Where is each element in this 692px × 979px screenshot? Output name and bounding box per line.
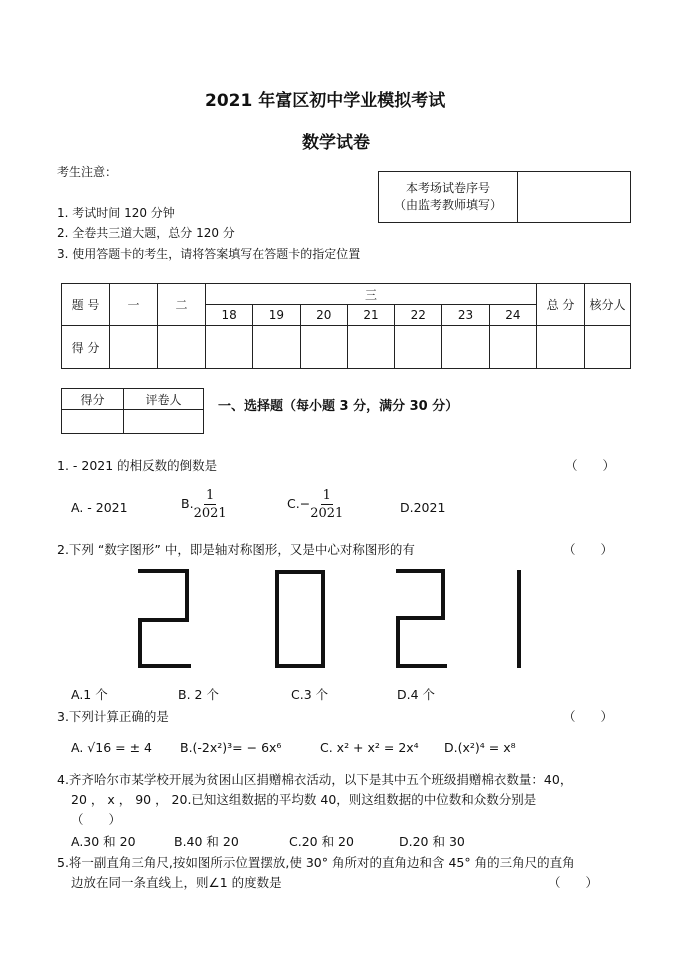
score-col-1: 一 xyxy=(110,284,158,326)
serial-label-line2: （由监考教师填写） xyxy=(393,198,502,212)
page-title: 2021 年富区初中学业模拟考试 xyxy=(205,91,446,111)
score-subcol: 20 xyxy=(300,305,347,326)
q2-answer-paren: （ ） xyxy=(563,542,614,557)
notice-item-2: 2. 全卷共三道大题，总分 120 分 xyxy=(57,226,235,240)
page-subtitle: 数学试卷 xyxy=(302,133,370,153)
score-col-3: 三 xyxy=(206,284,537,305)
q4-option-d: D.20 和 30 xyxy=(399,834,465,849)
q1-option-d: D.2021 xyxy=(400,500,446,515)
q4-option-a: A.30 和 20 xyxy=(71,834,136,849)
score-col-2: 二 xyxy=(158,284,206,326)
score-subcol: 24 xyxy=(489,305,536,326)
digit-2-figure xyxy=(140,571,189,666)
digit-0-figure xyxy=(277,572,323,666)
q4-answer-paren: （ ） xyxy=(71,812,122,827)
q1-option-c-prefix: C.− xyxy=(287,496,311,511)
q3-option-a: A. √16 = ± 4 xyxy=(71,740,152,755)
q1-option-c-den: 2021 xyxy=(310,506,344,521)
q2-option-a: A.1 个 xyxy=(71,687,108,702)
q4-option-b: B.40 和 20 xyxy=(174,834,239,849)
q2-stem: 2.下列 “数字图形” 中，即是轴对称图形，又是中心对称图形的有 xyxy=(57,542,415,557)
q1-option-b-num: 1 xyxy=(205,488,215,503)
score-subcol: 21 xyxy=(347,305,394,326)
grader-score-label: 得分 xyxy=(62,389,124,410)
serial-label-line1: 本考场试卷序号 xyxy=(405,181,490,195)
q1-option-b-prefix: B. xyxy=(181,496,194,511)
notice-item-3: 3. 使用答题卡的考生，请将答案填写在答题卡的指定位置 xyxy=(57,247,361,261)
q3-option-d: D.(x²)⁴ = x⁸ xyxy=(444,740,516,755)
q1-answer-paren: （ ） xyxy=(565,458,616,473)
q2-option-d: D.4 个 xyxy=(397,687,436,702)
score-subcol: 22 xyxy=(395,305,442,326)
q2-option-c: C.3 个 xyxy=(291,687,329,702)
q4-line-2: 20 ， x ， 90 ， 20.已知这组数据的平均数 40，则这组数据的中位数和众数分别是 xyxy=(71,792,537,807)
q5-line-1: 5.将一副直角三角尺,按如图所示位置摆放,使 30° 角所对的直角边和含 45° 角的三角尺的直角 xyxy=(57,855,575,870)
q1-option-c-num: 1 xyxy=(322,488,331,503)
q1-option-a: A. - 2021 xyxy=(71,500,128,515)
q3-answer-paren: （ ） xyxy=(563,709,614,724)
score-subcol: 19 xyxy=(253,305,300,326)
score-total-header: 总 分 xyxy=(537,284,585,326)
q1-option-b-den: 2021 xyxy=(193,506,227,521)
q2-option-b: B. 2 个 xyxy=(178,687,219,702)
q4-line-1: 4.齐齐哈尔市某学校开展为贫困山区捐赠棉衣活动，以下是其中五个班级捐赠棉衣数量：40， xyxy=(57,772,573,787)
notice-heading: 考生注意： xyxy=(57,165,118,179)
score-row-label: 得 分 xyxy=(62,326,110,369)
score-checker-header: 核分人 xyxy=(585,284,631,326)
section-1-title: 一、选择题（每小题 3 分，满分 30 分） xyxy=(218,399,459,414)
digit-2-figure xyxy=(398,571,445,666)
q4-option-c: C.20 和 20 xyxy=(289,834,354,849)
q5-answer-paren: （ ） xyxy=(548,875,599,890)
q1-stem: 1. - 2021 的相反数的倒数是 xyxy=(57,458,218,473)
q3-option-b: B.(-2x²)³= − 6x⁶ xyxy=(180,740,282,755)
notice-item-1: 1. 考试时间 120 分钟 xyxy=(57,206,175,220)
score-subcol: 23 xyxy=(442,305,489,326)
q3-stem: 3.下列计算正确的是 xyxy=(57,709,169,724)
q3-option-c: C. x² + x² = 2x⁴ xyxy=(320,740,419,755)
grader-name-label: 评卷人 xyxy=(124,389,204,410)
score-subcol: 18 xyxy=(206,305,253,326)
q5-line-2: 边放在同一条直线上，则∠1 的度数是 xyxy=(71,875,282,890)
score-table-row-label: 题 号 xyxy=(62,284,110,326)
